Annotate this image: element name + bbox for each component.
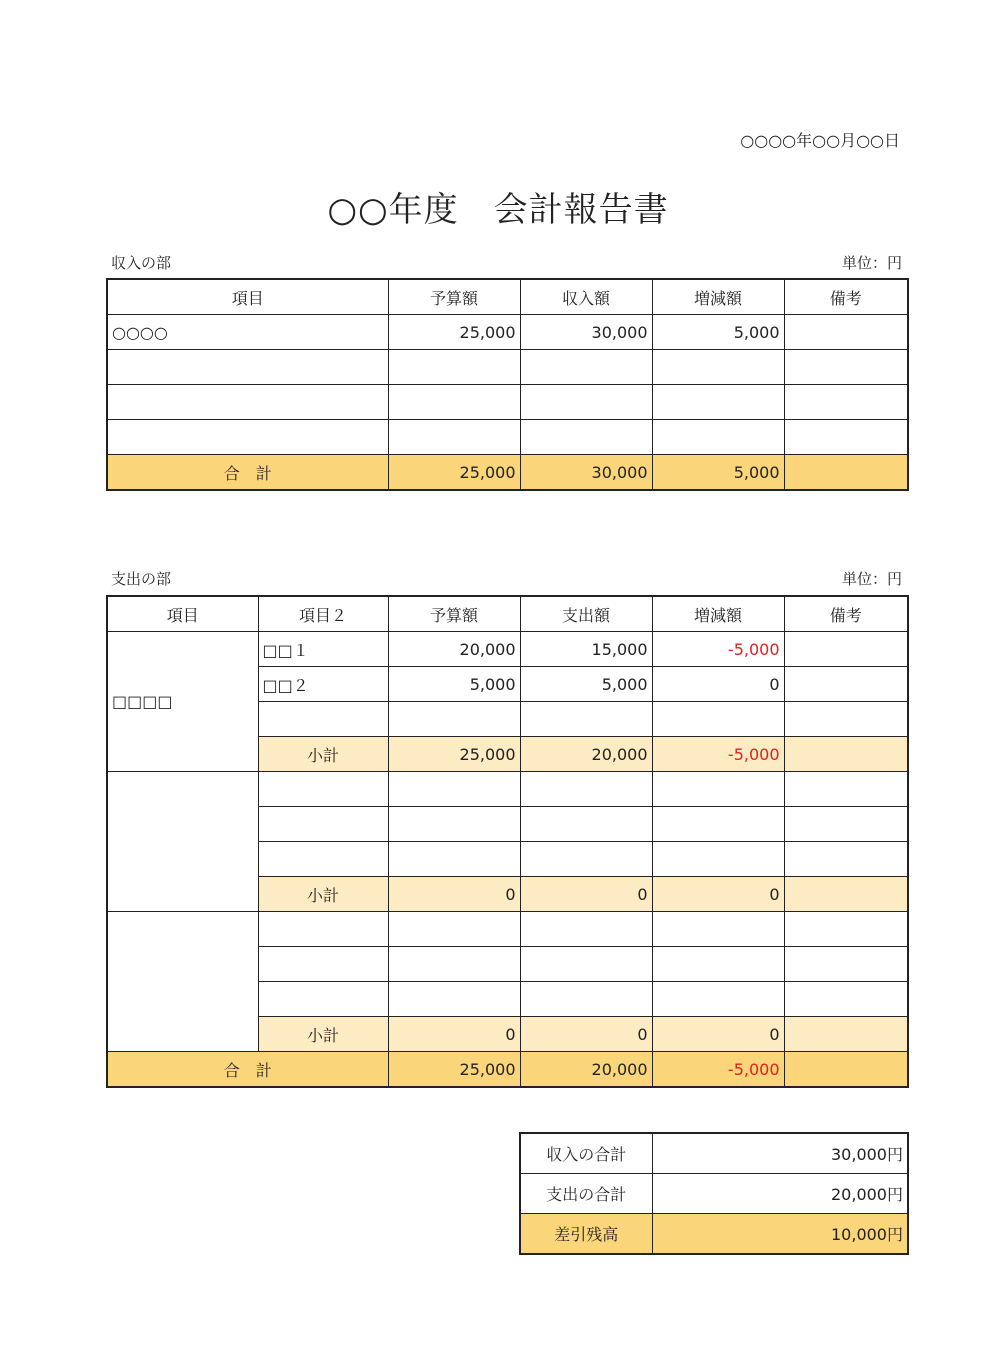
summary-value: 30,000円 [652, 1133, 908, 1174]
expense-table [106, 595, 909, 1088]
column-header: 増減額 [652, 596, 784, 632]
total-amount: 30,000 [520, 455, 652, 491]
group-name-cell [107, 772, 258, 912]
sub-item-cell [258, 947, 388, 982]
note-cell [784, 385, 908, 420]
amount-cell [388, 842, 520, 877]
amount-cell [520, 420, 652, 455]
income-unit: 単位：円 [841, 254, 902, 272]
expense-unit: 単位：円 [841, 570, 902, 588]
item-cell [107, 420, 388, 455]
sub-item-cell [258, 702, 388, 737]
note-cell [784, 420, 908, 455]
amount-cell [520, 947, 652, 982]
summary-row [520, 1133, 908, 1174]
item-cell [107, 385, 388, 420]
expense-header-row [107, 596, 908, 632]
amount-cell [652, 947, 784, 982]
note-cell [784, 667, 908, 702]
amount-cell [388, 912, 520, 947]
amount-cell [652, 420, 784, 455]
amount-cell: 5,000 [520, 667, 652, 702]
amount-cell [520, 772, 652, 807]
note-cell [784, 632, 908, 667]
subtotal-amount: 0 [520, 877, 652, 912]
total-amount: 25,000 [388, 1052, 520, 1088]
column-header: 予算額 [388, 596, 520, 632]
table-row [107, 912, 908, 947]
income-total-row [107, 455, 908, 491]
amount-cell [652, 702, 784, 737]
subtotal-amount: 25,000 [388, 737, 520, 772]
amount-cell: 15,000 [520, 632, 652, 667]
table-row [107, 315, 908, 350]
summary-row [520, 1214, 908, 1255]
note-cell [784, 877, 908, 912]
amount-cell [388, 420, 520, 455]
amount-cell [652, 982, 784, 1017]
column-header: 項目 [107, 279, 388, 315]
sub-item-cell [258, 807, 388, 842]
total-label: 合 計 [107, 1052, 388, 1088]
column-header: 項目 [107, 596, 258, 632]
amount-cell [388, 385, 520, 420]
total-amount: 25,000 [388, 455, 520, 491]
sub-item-cell [258, 912, 388, 947]
note-cell [784, 807, 908, 842]
note-cell [784, 1017, 908, 1052]
column-header: 増減額 [652, 279, 784, 315]
subtotal-amount: 20,000 [520, 737, 652, 772]
report-date: ○○○○年○○月○○日 [740, 131, 900, 150]
column-header: 支出額 [520, 596, 652, 632]
amount-cell [652, 350, 784, 385]
total-amount: 20,000 [520, 1052, 652, 1088]
subtotal-label: 小計 [258, 737, 388, 772]
amount-cell: -5,000 [652, 632, 784, 667]
table-row [107, 385, 908, 420]
note-cell [784, 315, 908, 350]
amount-cell [388, 807, 520, 842]
amount-cell [520, 982, 652, 1017]
amount-cell [520, 385, 652, 420]
amount-cell [520, 842, 652, 877]
sub-item-cell [258, 772, 388, 807]
sub-item-cell [258, 842, 388, 877]
summary-label: 収入の合計 [520, 1133, 652, 1174]
note-cell [784, 455, 908, 491]
summary-row [520, 1174, 908, 1214]
group-name-cell [107, 912, 258, 1052]
amount-cell: 5,000 [388, 667, 520, 702]
note-cell [784, 982, 908, 1017]
column-header: 項目２ [258, 596, 388, 632]
subtotal-amount: 0 [388, 877, 520, 912]
summary-table [519, 1132, 909, 1255]
note-cell [784, 947, 908, 982]
income-header-row [107, 279, 908, 315]
subtotal-amount: 0 [520, 1017, 652, 1052]
amount-cell [652, 772, 784, 807]
subtotal-amount: 0 [652, 877, 784, 912]
income-table [106, 278, 909, 491]
group-name-cell: □□□□ [107, 632, 258, 772]
amount-cell: 25,000 [388, 315, 520, 350]
column-header: 備考 [784, 596, 908, 632]
item-cell [107, 350, 388, 385]
expense-caption: 支出の部 [111, 570, 172, 588]
income-body [107, 279, 908, 490]
subtotal-amount: 0 [652, 1017, 784, 1052]
note-cell [784, 912, 908, 947]
amount-cell [520, 702, 652, 737]
amount-cell: 0 [652, 667, 784, 702]
amount-cell: 30,000 [520, 315, 652, 350]
sub-item-cell: □□２ [258, 667, 388, 702]
summary-body [520, 1133, 908, 1254]
note-cell [784, 702, 908, 737]
note-cell [784, 350, 908, 385]
table-row [107, 420, 908, 455]
amount-cell: 5,000 [652, 315, 784, 350]
income-caption: 収入の部 [111, 254, 172, 272]
amount-cell [652, 807, 784, 842]
total-label: 合 計 [107, 455, 388, 491]
amount-cell [388, 350, 520, 385]
amount-cell [652, 912, 784, 947]
amount-cell [388, 947, 520, 982]
amount-cell [388, 702, 520, 737]
note-cell [784, 842, 908, 877]
amount-cell [388, 982, 520, 1017]
table-row [107, 772, 908, 807]
summary-label: 支出の合計 [520, 1174, 652, 1214]
amount-cell [652, 385, 784, 420]
sub-item-cell [258, 982, 388, 1017]
summary-value: 10,000円 [652, 1214, 908, 1255]
page-title: ○○年度 会計報告書 [327, 190, 669, 230]
column-header: 収入額 [520, 279, 652, 315]
total-amount: -5,000 [652, 1052, 784, 1088]
amount-cell: 20,000 [388, 632, 520, 667]
subtotal-amount: -5,000 [652, 737, 784, 772]
item-cell: ○○○○ [107, 315, 388, 350]
subtotal-label: 小計 [258, 877, 388, 912]
amount-cell [520, 350, 652, 385]
expense-total-row [107, 1052, 908, 1088]
summary-label: 差引残高 [520, 1214, 652, 1255]
note-cell [784, 1052, 908, 1088]
note-cell [784, 737, 908, 772]
subtotal-amount: 0 [388, 1017, 520, 1052]
amount-cell [388, 772, 520, 807]
column-header: 備考 [784, 279, 908, 315]
sub-item-cell: □□１ [258, 632, 388, 667]
expense-body [107, 596, 908, 1087]
amount-cell [652, 842, 784, 877]
subtotal-label: 小計 [258, 1017, 388, 1052]
total-amount: 5,000 [652, 455, 784, 491]
summary-value: 20,000円 [652, 1174, 908, 1214]
table-row [107, 350, 908, 385]
amount-cell [520, 807, 652, 842]
table-row [107, 632, 908, 667]
note-cell [784, 772, 908, 807]
column-header: 予算額 [388, 279, 520, 315]
amount-cell [520, 912, 652, 947]
